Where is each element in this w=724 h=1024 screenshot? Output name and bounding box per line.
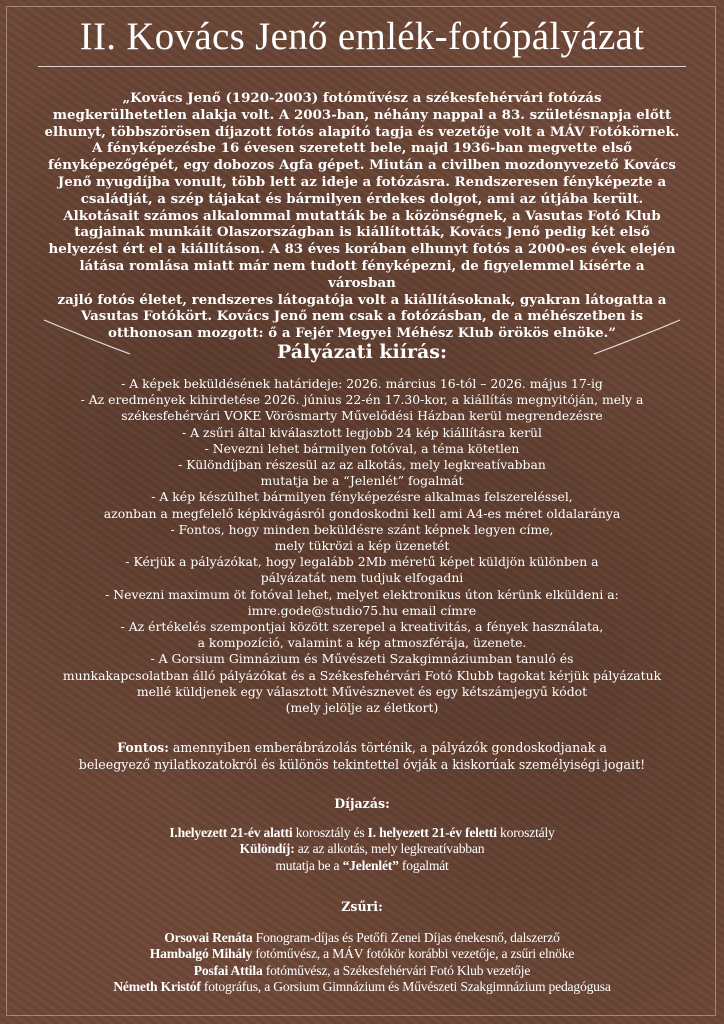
jury-heading: Zsűri: [341,899,383,914]
rule-line: mely tükrözi a kép üzenetét [274,538,450,554]
intro-line: megkerülhetetlen alakja volt. A 2003-ban, néhány nappal a 83. születésnapja előtt [52,106,672,123]
rule-line: - A kép készülhet bármilyen fényképezésre alkalmas felszereléssel, [151,489,573,505]
intro-line: zajló fotós életet, rendszeres látogatója volt a kiállításoknak, gyakran látogatta a [57,291,667,308]
special-award-label: Különdíj: [239,841,295,857]
jury-member-name: Németh Kristóf [113,979,201,995]
notice-text-1: amennyiben emberábrázolás történik, a pályázók gondoskodjanak a [168,740,607,755]
rule-line: - Az értékelés szempontjai között szerepel a kreativitás, a fények használata, [120,619,604,635]
award-line-1 [40,825,684,841]
intro-line: Jenő nyugdíjba vonult, több lett az ideje a fotózásra. Rendszeresen fényképezte a [57,173,667,190]
intro-quote [44,90,680,342]
award-over-21: I. helyezett 21-év feletti [367,825,497,840]
rules-list [40,376,684,716]
rule-line: - Fontos, hogy minden beküldésre szánt képnek legyen címe, [170,521,554,537]
rule-line: - A képek beküldésének határideje: 2026. március 16-tól – 2026. május 17-ig [121,376,603,391]
intro-line: A fényképezésbe 16 évesen szeretett bele, majd 1936-ban megvette első [91,140,633,157]
award-line-3 [40,858,684,874]
rule-line: - Az eredmények kihirdetése 2026. június 22-én 17.30-kor, a kiállítás megnyitóján, mely a [80,392,644,408]
intro-line: Vasutas Fotókört. Kovács Jenő nem csak a fotózásban, de a méhészetben is [80,308,644,325]
jury-list [40,930,684,996]
rule-line-email: imre.gode@studio75.hu email címre [247,602,477,618]
rule-line: - A zsűri által kiválasztott legjobb 24 kép kiállításra kerül [182,424,542,440]
award-connector: korosztály és [292,825,368,840]
award-suffix: korosztály [496,825,555,840]
rule-line: mutatja be a “Jelenlét” fogalmát [260,473,464,489]
jury-member [40,963,684,979]
award-under-21: I.helyezett 21-év alatti [169,825,293,840]
special-award-text-2a: mutatja be a [275,857,343,873]
special-award-text-2c: fogalmát [398,857,449,873]
jury-member [40,946,684,962]
award-line-2 [40,841,684,857]
notice-line-1 [40,740,684,757]
rule-line: székesfehérvári VOKE Vörösmarty Művelődési Házban kerül megrendezésre [121,408,603,424]
jury-member-desc: fotóművész, a Székesfehérvári Fotó Klub vezetője [262,962,531,978]
jury-member-desc: Fonogram-díjas és Petőfi Zenei Díjas énekesnő, dalszerző [252,930,560,945]
intro-line: elhunyt, többszörösen díjazott fotós alapító tagja és vezetője volt a MÁV Fotókörnek. [44,123,680,140]
awards-section [40,825,684,874]
special-award-keyword: “Jelenlét” [342,857,399,873]
intro-line: otthonosan mozgott: ő a Fejér Megyei Méhész Klub örökös elnöke.” [108,325,616,342]
intro-line: helyezést ért el a kiállításon. A 83 éves korában elhunyt fotós a 2000-es évek elején [48,241,676,258]
jury-member-name: Orsovai Renáta [164,930,253,945]
special-award-text: az az alkotás, mely legkreatívabban [294,841,485,857]
intro-line: Alkotásait számos alkalommal mutatták be a közönségnek, a Vasutas Fotó Klub [63,207,661,224]
jury-member-name: Posfai Attila [193,962,263,978]
rule-line: pályázatát nem tudjuk elfogadni [260,570,464,586]
title-divider [38,66,686,67]
jury-member [40,979,684,995]
jury-member-desc: fotográfus, a Gorsium Gimnázium és Művészeti Szakgimnázium pedagógusa [200,979,611,995]
intro-line: tagjainak munkáit Olaszországban is kiállították, Kovács Jenő pedig két első [74,224,650,241]
call-heading: Pályázati kiírás: [277,341,447,363]
intro-line: „Kovács Jenő (1920-2003) fotóművész a székesfehérvári fotózás [122,90,602,106]
rule-line: a kompozíció, valamint a kép atmoszférája, üzenete. [197,635,527,651]
intro-line: fényképezőgépét, egy dobozos Agfa gépet. Miután a civilben mozdonyvezető Kovács [48,157,676,174]
rule-line: mellé küldjenek egy választott Művésznevet és egy kétszámjegyű kódot [136,683,588,699]
jury-member-name: Hambalgó Mihály [149,946,253,962]
rule-line: - Kérjük a pályázókat, hogy legalább 2Mb méretű képet küldjön különben a [125,554,599,570]
rule-line: munkakapcsolatban álló pályázókat és a Székesfehérvári Fotó Klubb tagokat kérjük pályázatuk [62,667,662,683]
notice-text-2: beleegyező nyilatkozatokról és különös tekintettel óvják a kiskorúak személyiségi jogait! [78,756,646,772]
rule-line: - Nevezni lehet bármilyen fotóval, a téma kötetlen [204,440,520,456]
intro-line: családját, a szép tájakat és bármilyen érdekes dolgot, ami az útjába került. [80,190,644,207]
important-notice [40,740,684,773]
jury-member [40,930,684,946]
intro-line: látása romlása miatt már nem tudott fényképezni, de figyelemmel kísérte a városban [79,257,645,291]
jury-member-desc: fotóművész, a MÁV fotókör korábbi vezetője, a zsűri elnöke [252,946,575,962]
awards-heading: Díjazás: [334,796,390,811]
rule-line: - Nevezni maximum öt fotóval lehet, melyet elektronikus úton kérünk elküldeni a: [105,586,619,602]
notice-label: Fontos: [117,740,169,755]
rule-line: - A Gorsium Gimnázium és Művészeti Szakgimnáziumban tanuló és [150,651,574,667]
rule-line: azonban a megfelelő képkivágásról gondoskodni kell ami A4-es méret oldalaránya [103,505,621,521]
rule-line: (mely jelölje az életkort) [285,700,439,716]
rule-line: - Különdíjban részesül az az alkotás, mely legkreatívabban [178,457,546,473]
page-title: II. Kovács Jenő emlék-fotópályázat [79,15,645,58]
